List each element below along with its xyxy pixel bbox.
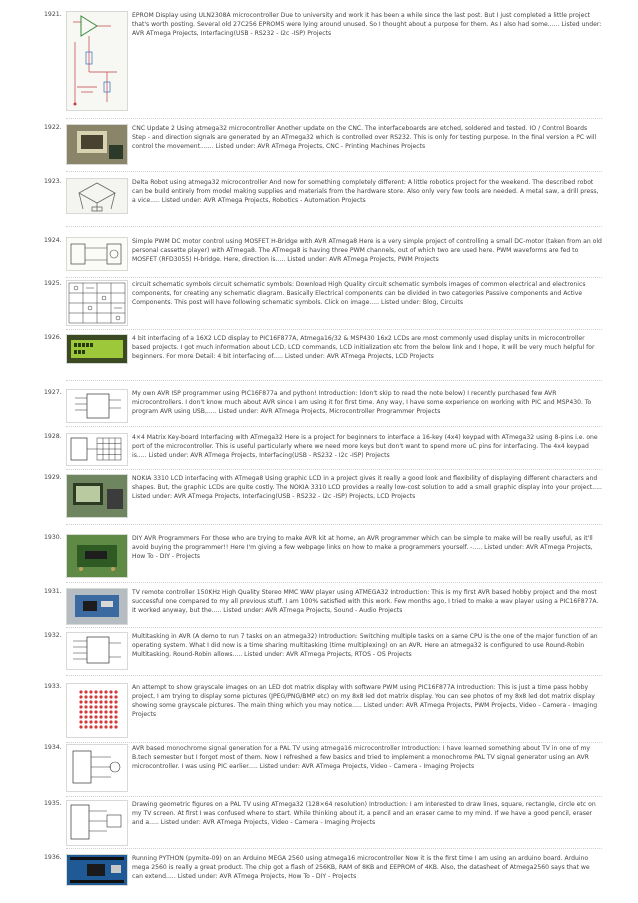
entry-thumbnail[interactable]	[66, 334, 128, 364]
schematic-image	[67, 633, 127, 669]
entry-description: Running PYTHON (pymite-09) on an Arduino MEGA 2560 using atmega16 microcontroller Now it is the first time I am using an arduino board. Arduino mega 2560 is really a great product. The chip got a flash of 256KB, RAM of 8KB and EEPROM of 4KB. Also, the datasheet of Atmega2560 says that we can extend..... Listed under: AVR ATmega Projects, How To - DIY - Projects	[132, 855, 590, 880]
entry-number: 1922.	[44, 124, 62, 131]
led-dot	[79, 705, 82, 708]
led-dot	[84, 690, 87, 693]
led-dot	[94, 715, 97, 718]
photo-image	[67, 125, 127, 164]
entry-number: 1927.	[44, 389, 62, 396]
led-dot	[114, 720, 117, 723]
entry-thumbnail[interactable]	[66, 744, 128, 792]
entry-description: Drawing geometric figures on a PAL TV using ATmega32 (128×64 resolution) Introduction: I am interested to draw lines, square, rectangle, circle etc on my TV screen. At first I was confused where to start. While thinking about it, a pencil and an eraser came to my mind. If we have a good pencil, eraser and a..... Listed under: AVR ATmega Projects, Video - Camera - Imaging Projects	[132, 801, 596, 826]
entry-description: DIY AVR Programmers For those who are trying to make AVR kit at home, an AVR programmer which can be simple to make will be really useful, as it'll avoid buying the programmer!! Here I'm giving a few webpage links on how to make a programmers yourself. -..... Listed under: AVR ATmega Projects, How To - DIY - Projects	[132, 535, 593, 560]
divider	[66, 118, 602, 119]
led-dot	[84, 700, 87, 703]
led-matrix-image	[67, 684, 127, 737]
entry-thumbnail[interactable]	[66, 280, 128, 326]
divider	[66, 627, 602, 628]
entry-number: 1924.	[44, 237, 62, 244]
led-dot	[79, 725, 82, 728]
drawing-image	[67, 179, 127, 213]
entry-thumbnail[interactable]	[66, 854, 128, 886]
divider	[66, 796, 602, 797]
led-dot	[89, 695, 92, 698]
entry-number: 1932.	[44, 632, 62, 639]
led-dot	[99, 695, 102, 698]
led-dot	[89, 705, 92, 708]
entry-thumbnail[interactable]	[66, 800, 128, 846]
schematic-image	[67, 238, 127, 270]
symbols-grid-image	[67, 281, 127, 325]
led-dot	[79, 700, 82, 703]
entry-thumbnail[interactable]	[66, 632, 128, 670]
entry-thumbnail[interactable]	[66, 178, 128, 214]
led-dot	[89, 720, 92, 723]
entry-description: EPROM Display using ULN2308A microcontroller Due to university and work it has been a while since the last post. But I just completed a little project that's worth posting. Several old 27C256 EPROMS were lying around unused. So I thought about a purpose for them. As I also had some...... Listed under: AVR ATmega Projects, Interfacing(USB - RS232 - I2c -ISP) Projects	[132, 12, 602, 37]
led-dot	[99, 705, 102, 708]
led-dot	[84, 695, 87, 698]
board-photo-image	[67, 535, 127, 577]
led-dot	[79, 710, 82, 713]
divider	[66, 675, 602, 676]
led-dot	[109, 720, 112, 723]
entry-thumbnail[interactable]	[66, 433, 128, 466]
entry-number: 1923.	[44, 178, 62, 185]
schematic-image	[67, 801, 127, 845]
led-dot	[84, 720, 87, 723]
divider	[66, 742, 602, 743]
divider	[66, 426, 602, 427]
entry-description: Simple PWM DC motor control using MOSFET H-Bridge with AVR ATmega8 Here is a very simple project of controlling a small DC-motor (taken from an old personal cassette player) with ATmega8. The ATmega8 is having three PWM channels, out of which two are used here. PWM waveforms are fed to MOSFET (RFD3055) H-bridge. Here, direction is..... Listed under: AVR ATmega Projects, PWM Projects	[132, 238, 602, 263]
entry-description: My own AVR ISP programmer using PIC16F877a and python! Introduction: (don't skip to read the note below) I recently purchased few AVR microcontrollers. I don't know much about AVR since I am using it for first time. Any way, I have some experience on working with PIC and MSP430. To program AVR using USB,..... Listed under: AVR ATmega Projects, Microcontroller Programmer Projects	[132, 390, 592, 415]
schematic-image	[67, 390, 127, 422]
led-dot	[89, 725, 92, 728]
entry-number: 1921.	[44, 11, 62, 18]
led-dot	[99, 710, 102, 713]
led-dot	[109, 705, 112, 708]
led-dot	[99, 725, 102, 728]
led-dot	[99, 700, 102, 703]
led-dot	[79, 715, 82, 718]
entry-thumbnail[interactable]	[66, 11, 128, 111]
led-dot	[104, 695, 107, 698]
entry-thumbnail[interactable]	[66, 588, 128, 625]
divider	[66, 329, 602, 330]
divider	[66, 226, 602, 227]
entry-thumbnail[interactable]	[66, 683, 128, 738]
divider	[66, 469, 602, 470]
entry-number: 1934.	[44, 744, 62, 751]
entry-number: 1928.	[44, 433, 62, 440]
entry-number: 1931.	[44, 588, 62, 595]
entry-description: CNC Update 2 Using atmega32 microcontroller Another update on the CNC. The interfaceboards are etched, soldered and tested. IO / Control Boards Step - and direction signals are generated by an ATmega32 which is controlled over RS232. This is only for testing purpose. In the final version a PC will control the movement....... Listed under: AVR ATmega Projects, CNC - Printing Machines Projects	[132, 125, 597, 150]
led-dot	[109, 715, 112, 718]
led-dot	[99, 690, 102, 693]
entry-thumbnail[interactable]	[66, 389, 128, 423]
entry-description: TV remote controller 150KHz High Quality Stereo MMC WAV player using ATMEGA32 Introduction: This is my first AVR based hobby project and the most successful one compared to my all previous stuff. I am 100% satisfied with this work. Few months ago, I tried to make a wav player using a PIC16F877A. It worked anyway, but the..... Listed under: AVR ATmega Projects, Sound - Audio Projects	[132, 589, 599, 614]
led-dot	[104, 725, 107, 728]
led-dot	[94, 705, 97, 708]
entry-description: Multitasking in AVR (A demo to run 7 tasks on an atmega32) Introduction: Switching multiple tasks on a same CPU is the one of the major function of an operating system. What I did now is a time sharing multitasking (time multiplexing) on an AVR. Here an atmega32 is configured to use Round-Robin Multitasking. Round-Robin allows..... Listed under: AVR ATmega Projects, RTOS - OS Projects	[132, 633, 598, 658]
led-dot	[114, 710, 117, 713]
led-dot	[94, 700, 97, 703]
entry-number: 1933.	[44, 683, 62, 690]
entry-thumbnail[interactable]	[66, 124, 128, 165]
entry-description: circuit schematic symbols circuit schematic symbols: Download High Quality circuit schematic symbols images of common electrical and electronics components, for creating any schematic diagram. Basically Electrical components can be divided in two categories Passive components and Active Components. This post will have following schematic symbols. Click on image..... Listed under: Blog, Circuits	[132, 281, 586, 306]
led-dot	[104, 715, 107, 718]
arduino-photo-image	[67, 855, 127, 885]
led-dot	[109, 700, 112, 703]
entry-number: 1929.	[44, 474, 62, 481]
led-dot	[104, 705, 107, 708]
led-dot	[114, 715, 117, 718]
lcd-photo-image	[67, 335, 127, 363]
entry-number: 1935.	[44, 800, 62, 807]
entry-thumbnail[interactable]	[66, 474, 128, 518]
led-dot	[84, 715, 87, 718]
led-dot	[84, 710, 87, 713]
schematic-image	[67, 745, 127, 791]
led-dot	[94, 725, 97, 728]
led-dot	[114, 695, 117, 698]
photo-image	[67, 475, 127, 517]
led-dot	[109, 710, 112, 713]
led-dot	[79, 695, 82, 698]
divider	[66, 848, 602, 849]
entry-thumbnail[interactable]	[66, 534, 128, 578]
led-dot	[89, 700, 92, 703]
led-dot	[79, 690, 82, 693]
led-dot	[89, 710, 92, 713]
led-dot	[104, 690, 107, 693]
entry-description: 4×4 Matrix Key-board Interfacing with ATmega32 Here is a project for beginners to interface a 16-key (4x4) keypad with ATmega32 using 8-pins i.e. one port of the microcontroller. This is useful particularly where we need more keys but don't want to spend more uC pins for interfacing. The 4x4 keypad is..... Listed under: AVR ATmega Projects, Interfacing(USB - RS232 - I2c -ISP) Projects	[132, 434, 598, 459]
led-dot	[104, 710, 107, 713]
led-dot	[94, 690, 97, 693]
divider	[66, 171, 602, 172]
led-dot	[94, 695, 97, 698]
led-dot	[104, 700, 107, 703]
led-dot	[104, 720, 107, 723]
board-photo-image	[67, 589, 127, 624]
schematic-image	[67, 434, 127, 465]
entry-number: 1930.	[44, 534, 62, 541]
entry-number: 1936.	[44, 854, 62, 861]
entry-number: 1925.	[44, 280, 62, 287]
led-dot	[84, 705, 87, 708]
led-dot	[109, 725, 112, 728]
divider	[66, 277, 602, 278]
entry-description: 4 bit interfacing of a 16X2 LCD display to PIC16F877A, Atmega16/32 & MSP430 16x2 LCDs are most commonly used display units in microcontroller based projects. I got much information about LCD, LCD commands, LCD initialization etc from the below link and I hope, it will be very much helpful for beginners. For more Detail: 4 bit interfacing of..... Listed under: AVR ATmega Projects, LCD Projects	[132, 335, 595, 360]
led-dot	[89, 690, 92, 693]
led-dot	[114, 700, 117, 703]
entry-description: Delta Robot using atmega32 microcontroller And now for something completely different: A little robotics project for the weekend. The described robot can be build entirely from model making supplies and materials from the hardware store. Also only very few tools are needed. A metal saw, a drill press, a vice..... Listed under: AVR ATmega Projects, Robotics - Automation Projects	[132, 179, 599, 204]
led-dot	[94, 710, 97, 713]
led-dot	[94, 720, 97, 723]
led-dot	[109, 690, 112, 693]
entry-description: NOKIA 3310 LCD interfacing with ATmega8 Using graphic LCD in a project gives it really a good look and flexibility of displaying different characters and shapes. But, the graphic LCDs are quite costly. The NOKIA 3310 LCD provides a really low-cost solution to add a small graphic display into your project..... Listed under: AVR ATmega Projects, Interfacing(USB - RS232 - I2c -ISP) Projects, LCD Projects	[132, 475, 602, 500]
entry-description: AVR based monochrome signal generation for a PAL TV using atmega16 microcontroller Introduction: I have learned something about TV in one of my B.tech semester but I forgot most of them. Now I refreshed a few basics and tried to implement a monochrome PAL TV signal generator using an AVR microcontroller. I was using PIC earlier..... Listed under: AVR ATmega Projects, Video - Camera - Imaging Projects	[132, 745, 591, 770]
divider	[66, 524, 602, 525]
led-dot	[79, 720, 82, 723]
entry-number: 1926.	[44, 334, 62, 341]
entry-thumbnail[interactable]	[66, 237, 128, 271]
led-dot	[99, 720, 102, 723]
led-dot	[109, 695, 112, 698]
led-dot	[84, 725, 87, 728]
led-dot	[114, 725, 117, 728]
led-dot	[89, 715, 92, 718]
led-dot	[99, 715, 102, 718]
schematic-image	[67, 12, 127, 110]
led-dot	[114, 705, 117, 708]
divider	[66, 380, 602, 381]
led-dot	[114, 690, 117, 693]
divider	[66, 582, 602, 583]
entry-description: An attempt to show grayscale images on an LED dot matrix display with software PWM using PIC16F877A Introduction: This is just a time pass hobby project, I am trying to display some pictures (JPEG/PNG/BMP etc) on my 8x8 led dot matrix display. You can see photos of my 8x8 led dot matrix display showing some grayscale pictures. The main thing which you may notice..... Listed under: AVR ATmega Projects, PWM Projects, Video - Camera - Imaging Projects	[132, 684, 598, 718]
